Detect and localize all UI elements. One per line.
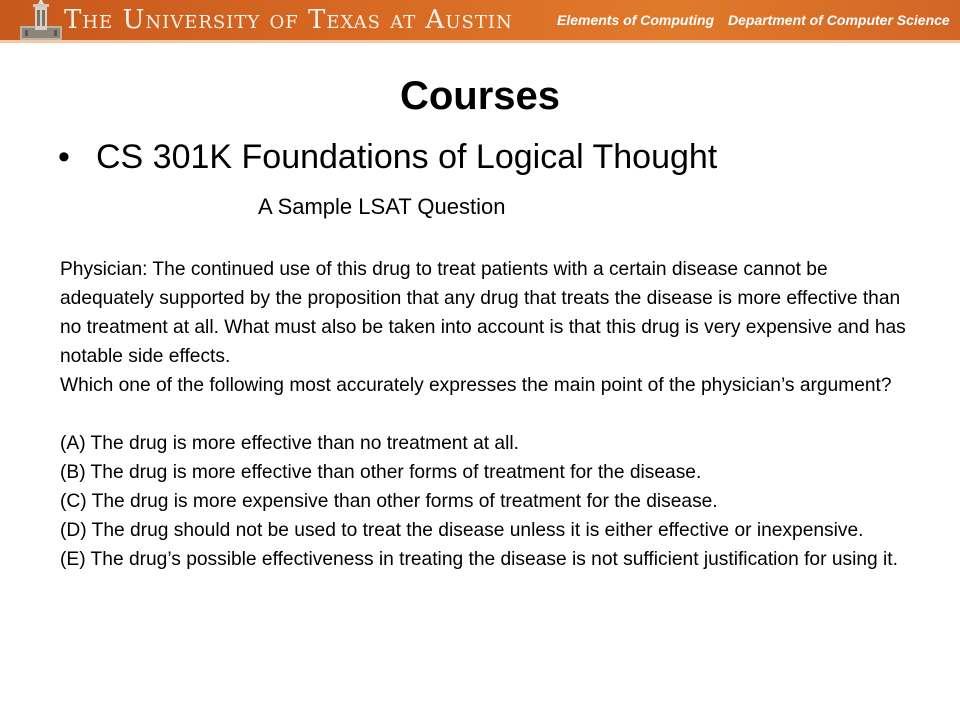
answer-choice-b: (B) The drug is more effective than other forms of treatment for the disease. [60, 462, 702, 483]
answer-choice-e: (E) The drug’s possible effectiveness in treating the disease is not sufficient justification for using it. [60, 549, 898, 570]
question-prompt: Which one of the following most accurately expresses the main point of the physician’s argument? [60, 375, 892, 396]
nav-link-department[interactable]: Department of Computer Science [728, 12, 950, 28]
slide-subtitle: A Sample LSAT Question [258, 194, 506, 219]
ut-tower-icon [20, 0, 62, 40]
answer-choice-c: (C) The drug is more expensive than other forms of treatment for the disease. [60, 491, 718, 512]
course-bullet [58, 135, 717, 179]
answer-choice-a: (A) The drug is more effective than no treatment at all. [60, 433, 519, 454]
question-body [60, 255, 920, 574]
slide-title: Courses [399, 74, 561, 118]
nav-link-elements-of-computing[interactable]: Elements of Computing [557, 12, 715, 28]
course-title: CS 301K Foundations of Logical Thought [96, 138, 718, 176]
question-passage: Physician: The continued use of this drug to treat patients with a certain disease cannot be adequately supported by the proposition that any drug that treats the disease is more effective than no treatment at all. What must also be taken into account is that this drug is very expensive and has notable side effects. [60, 259, 906, 367]
bullet-icon: • [58, 138, 70, 176]
header-banner [0, 0, 960, 43]
university-name: The University of Texas at Austin [64, 5, 513, 35]
answer-choice-d: (D) The drug should not be used to treat the disease unless it is either effective or inexpensive. [60, 520, 864, 541]
spacer [60, 400, 920, 429]
